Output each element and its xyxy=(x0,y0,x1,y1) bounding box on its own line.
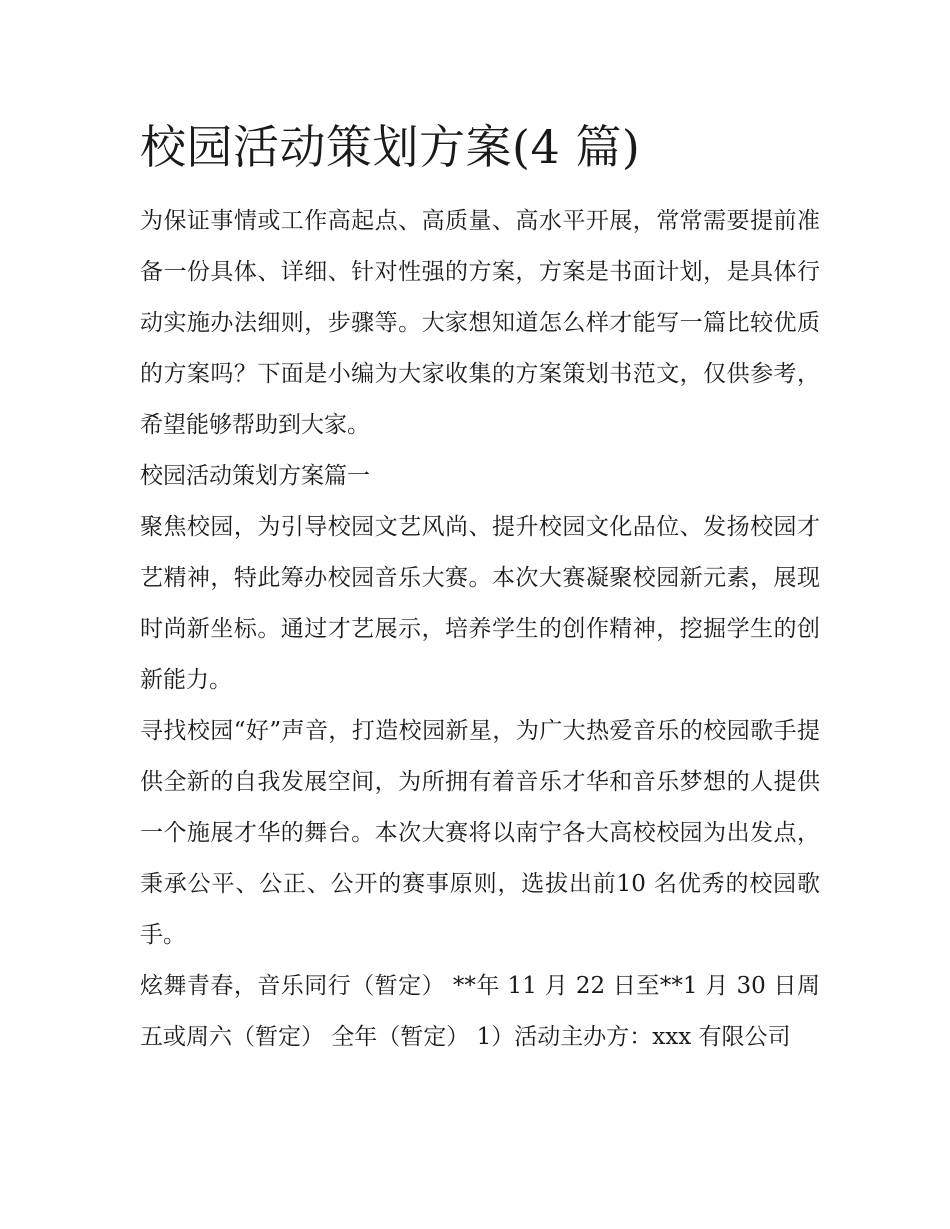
document-page xyxy=(140,112,820,1063)
intro-paragraph: 为保证事情或工作高起点、高质量、高水平开展，常常需要提前准备一份具体、详细、针对性强的方案，方案是书面计划，是具体行动实施办法细则，步骤等。大家想知道怎么样才能写一篇比较优质的方案吗？下面是小编为大家收集的方案策划书范文，仅供参考，希望能够帮助到大家。 xyxy=(140,208,820,438)
section-heading: 校园活动策划方案篇一 xyxy=(140,463,370,489)
body-paragraph: 寻找校园“好”声音，打造校园新星，为广大热爱音乐的校园歌手提供全新的自我发展空间，为所拥有着音乐才华和音乐梦想的人提供一个施展才华的舞台。本次大赛将以南宁各大高校校园为出发点，秉承公平、公正、公开的赛事原则，选拔出前10 名优秀的校园歌手。 xyxy=(140,718,820,948)
body-paragraph: 聚焦校园，为引导校园文艺风尚、提升校园文化品位、发扬校园才艺精神，特此筹办校园音乐大赛。本次大赛凝聚校园新元素，展现时尚新坐标。通过才艺展示，培养学生的创作精神，挖掘学生的创新能力。 xyxy=(140,514,820,693)
document-title: 校园活动策划方案(4 篇) xyxy=(140,120,641,174)
body-paragraph: 炫舞青春，音乐同行（暂定） **年 11 月 22 日至**1 月 30 日周五或周六（暂定） 全年（暂定） 1）活动主办方：xxx 有限公司 xyxy=(140,973,820,1050)
